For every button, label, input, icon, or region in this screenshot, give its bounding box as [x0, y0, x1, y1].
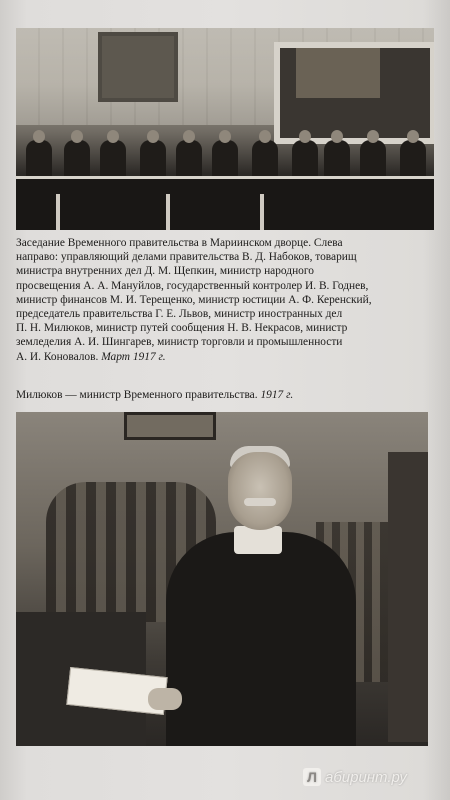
minister-figure: [100, 140, 126, 180]
minister-figure: [176, 140, 202, 180]
caption-text: Милюков — министр Временного правительства.: [16, 389, 258, 401]
caption-date: 1917 г.: [260, 389, 294, 401]
minister-figure: [26, 140, 52, 180]
council-meeting-photo: [16, 28, 434, 230]
caption-line: министра внутренних дел Д. М. Щепкин, министр народного: [16, 265, 314, 278]
minister-figure: [140, 140, 166, 180]
portrait-face: [228, 452, 292, 530]
wall-frame: [124, 412, 216, 440]
wall-painting: [98, 32, 178, 102]
caption-line: просвещения А. А. Мануйлов, государственный контролер И. В. Годнев,: [16, 279, 369, 292]
milyukov-portrait-photo: [16, 412, 428, 746]
minister-figure: [212, 140, 238, 180]
bookshelf: [388, 452, 428, 742]
minister-figure: [252, 140, 278, 180]
caption-date: Март 1917 г.: [101, 350, 166, 363]
minister-figure: [324, 140, 350, 180]
caption-line: председатель правительства Г. Е. Львов, министр иностранных дел: [16, 308, 343, 321]
top-photo-caption: [16, 236, 436, 364]
caption-line: Заседание Временного правительства в Мариинском дворце. Слева: [16, 237, 343, 249]
minister-figure: [64, 140, 90, 180]
caption-line: министр финансов М. И. Терещенко, министр юстиции А. Ф. Керенский,: [16, 293, 372, 306]
conference-table: [16, 176, 434, 230]
seated-figure: [166, 532, 356, 746]
labirint-watermark: [303, 766, 407, 788]
caption-line: земледелия А. И. Шингарев, министр торговли и промышленности: [16, 336, 343, 349]
watermark-text: абиринт.ру: [325, 768, 407, 786]
caption-line: П. Н. Милюков, министр путей сообщения Н. В. Некрасов, министр: [16, 322, 348, 335]
minister-figure: [400, 140, 426, 180]
caption-line-last: А. И. Коновалов. Март 1917 г.: [16, 350, 166, 363]
minister-figure: [360, 140, 386, 180]
bottom-photo-caption: [16, 388, 436, 402]
labirint-logo-icon: Л: [303, 768, 321, 786]
minister-figure: [292, 140, 318, 180]
caption-line: направо: управляющий делами правительства В. Д. Набоков, товарищ: [16, 251, 357, 264]
